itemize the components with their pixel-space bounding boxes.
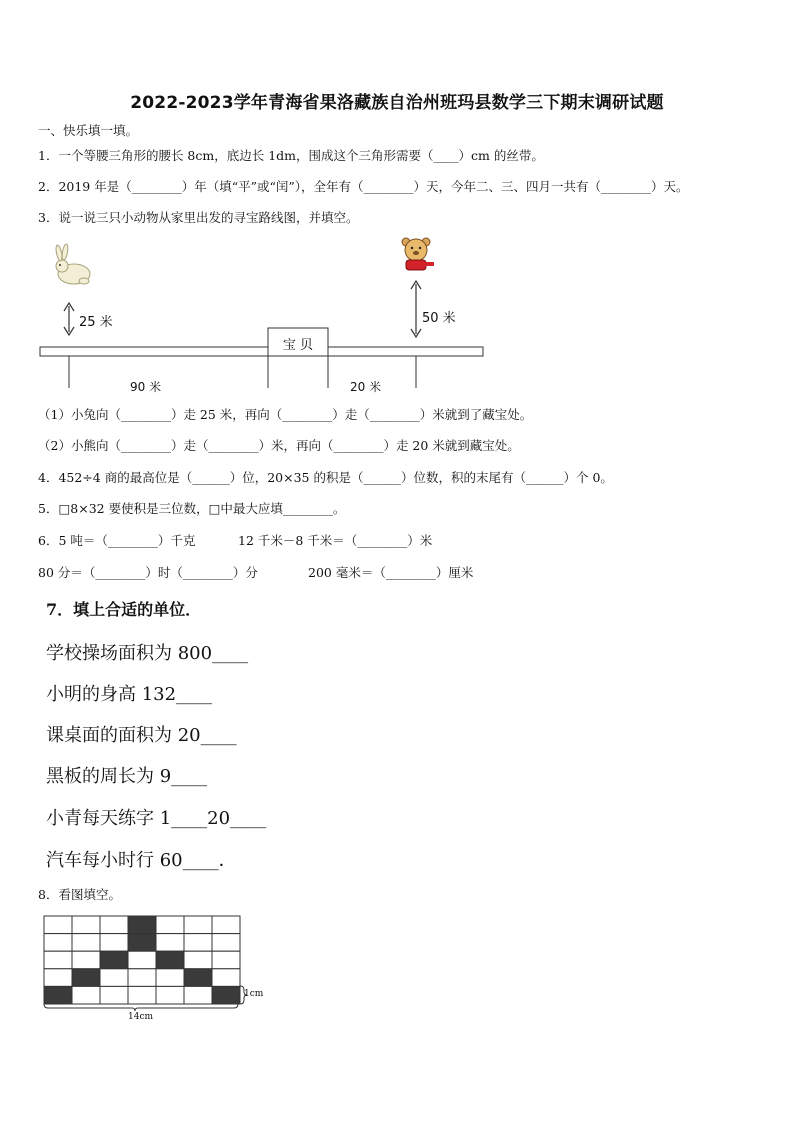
question-6d: 200 毫米＝（________）厘米	[308, 565, 474, 580]
grid-cell	[212, 969, 240, 987]
grid-cell	[72, 934, 100, 952]
section-heading: 一、快乐填一填。	[38, 123, 139, 138]
bear-icon	[402, 238, 434, 270]
grid-cell	[184, 951, 212, 969]
question-7-line: 小明的身高 132____	[46, 684, 213, 705]
height-label: 1cm	[244, 989, 264, 999]
question-6b: 12 千米－8 千米＝（________）米	[238, 533, 433, 548]
grid-cell	[184, 934, 212, 952]
grid-cell	[100, 916, 128, 934]
grid-cell	[184, 916, 212, 934]
right-distance-label: 20 米	[350, 380, 382, 394]
treasure-label: 宝 贝	[282, 338, 314, 353]
question-7-line: 汽车每小时行 60____．	[46, 850, 237, 871]
grid-cell	[72, 986, 100, 1004]
grid-cell	[44, 951, 72, 969]
grid-cell	[72, 951, 100, 969]
bear-distance-label: 50 米	[422, 311, 456, 326]
left-distance-label: 90 米	[130, 380, 162, 394]
width-brace	[44, 1004, 238, 1011]
grid-cell	[212, 934, 240, 952]
question-7-line: 课桌面的面积为 20____	[46, 725, 237, 746]
rabbit-distance-arrow	[64, 303, 74, 335]
grid-cell	[156, 969, 184, 987]
grid-figure	[40, 914, 270, 1026]
question-6c: 80 分＝（________）时（________）分	[38, 565, 258, 580]
question-5: 5．□8×32 要使积是三位数，□中最大应填________。	[38, 501, 346, 516]
question-3-2: （2）小熊向（________）走（________）米，再向（________）走 20 米就到藏宝处。	[38, 438, 520, 453]
grid-cell	[128, 951, 156, 969]
question-7-line: 小青每天练字 1____20____	[46, 808, 267, 829]
grid-cell	[128, 969, 156, 987]
grid-cell	[212, 951, 240, 969]
grid-cell	[44, 934, 72, 952]
grid-cell	[184, 986, 212, 1004]
grid-cell	[128, 916, 156, 934]
question-8: 8．看图填空。	[38, 887, 121, 902]
grid-cell	[100, 934, 128, 952]
question-7-heading: 7．填上合适的单位．	[46, 600, 202, 619]
grid-cell	[44, 916, 72, 934]
question-1: 1．一个等腰三角形的腰长 8cm，底边长 1dm，围成这个三角形需要（____）cm 的丝带。	[38, 148, 544, 163]
bear-distance-arrow	[411, 281, 421, 337]
rabbit-icon	[55, 244, 90, 284]
question-2: 2．2019 年是（________）年（填“平”或“闰”），全年有（________）天，今年二、三、四月一共有（________）天。	[38, 179, 689, 194]
question-3: 3．说一说三只小动物从家里出发的寻宝路线图，并填空。	[38, 210, 359, 225]
grid-cell	[212, 986, 240, 1004]
page-title: 2022-2023学年青海省果洛藏族自治州班玛县数学三下期末调研试题	[130, 93, 664, 113]
grid-cell	[156, 916, 184, 934]
grid-cell	[100, 969, 128, 987]
question-3-1: （1）小兔向（________）走 25 米，再向（________）走（________）米就到了藏宝处。	[38, 407, 533, 422]
question-6a: 6．5 吨＝（________）千克	[38, 533, 196, 548]
grid-cell	[128, 934, 156, 952]
grid-cell	[212, 916, 240, 934]
grid-cell	[72, 916, 100, 934]
grid-cell	[184, 969, 212, 987]
grid-cell	[100, 951, 128, 969]
grid-cell	[156, 986, 184, 1004]
grid-cell	[156, 934, 184, 952]
grid-cell	[128, 986, 156, 1004]
question-4: 4．452÷4 商的最高位是（______）位，20×35 的积是（______）位数，积的末尾有（______）个 0。	[38, 470, 613, 485]
rabbit-distance-label: 25 米	[79, 315, 113, 330]
grid-cell	[100, 986, 128, 1004]
width-label: 14cm	[128, 1012, 154, 1022]
grid-cell	[44, 969, 72, 987]
grid-cell	[44, 986, 72, 1004]
question-7-line: 黑板的周长为 9____	[46, 766, 208, 787]
grid-cell	[72, 969, 100, 987]
question-7-line: 学校操场面积为 800____	[46, 643, 249, 664]
grid-cell	[156, 951, 184, 969]
